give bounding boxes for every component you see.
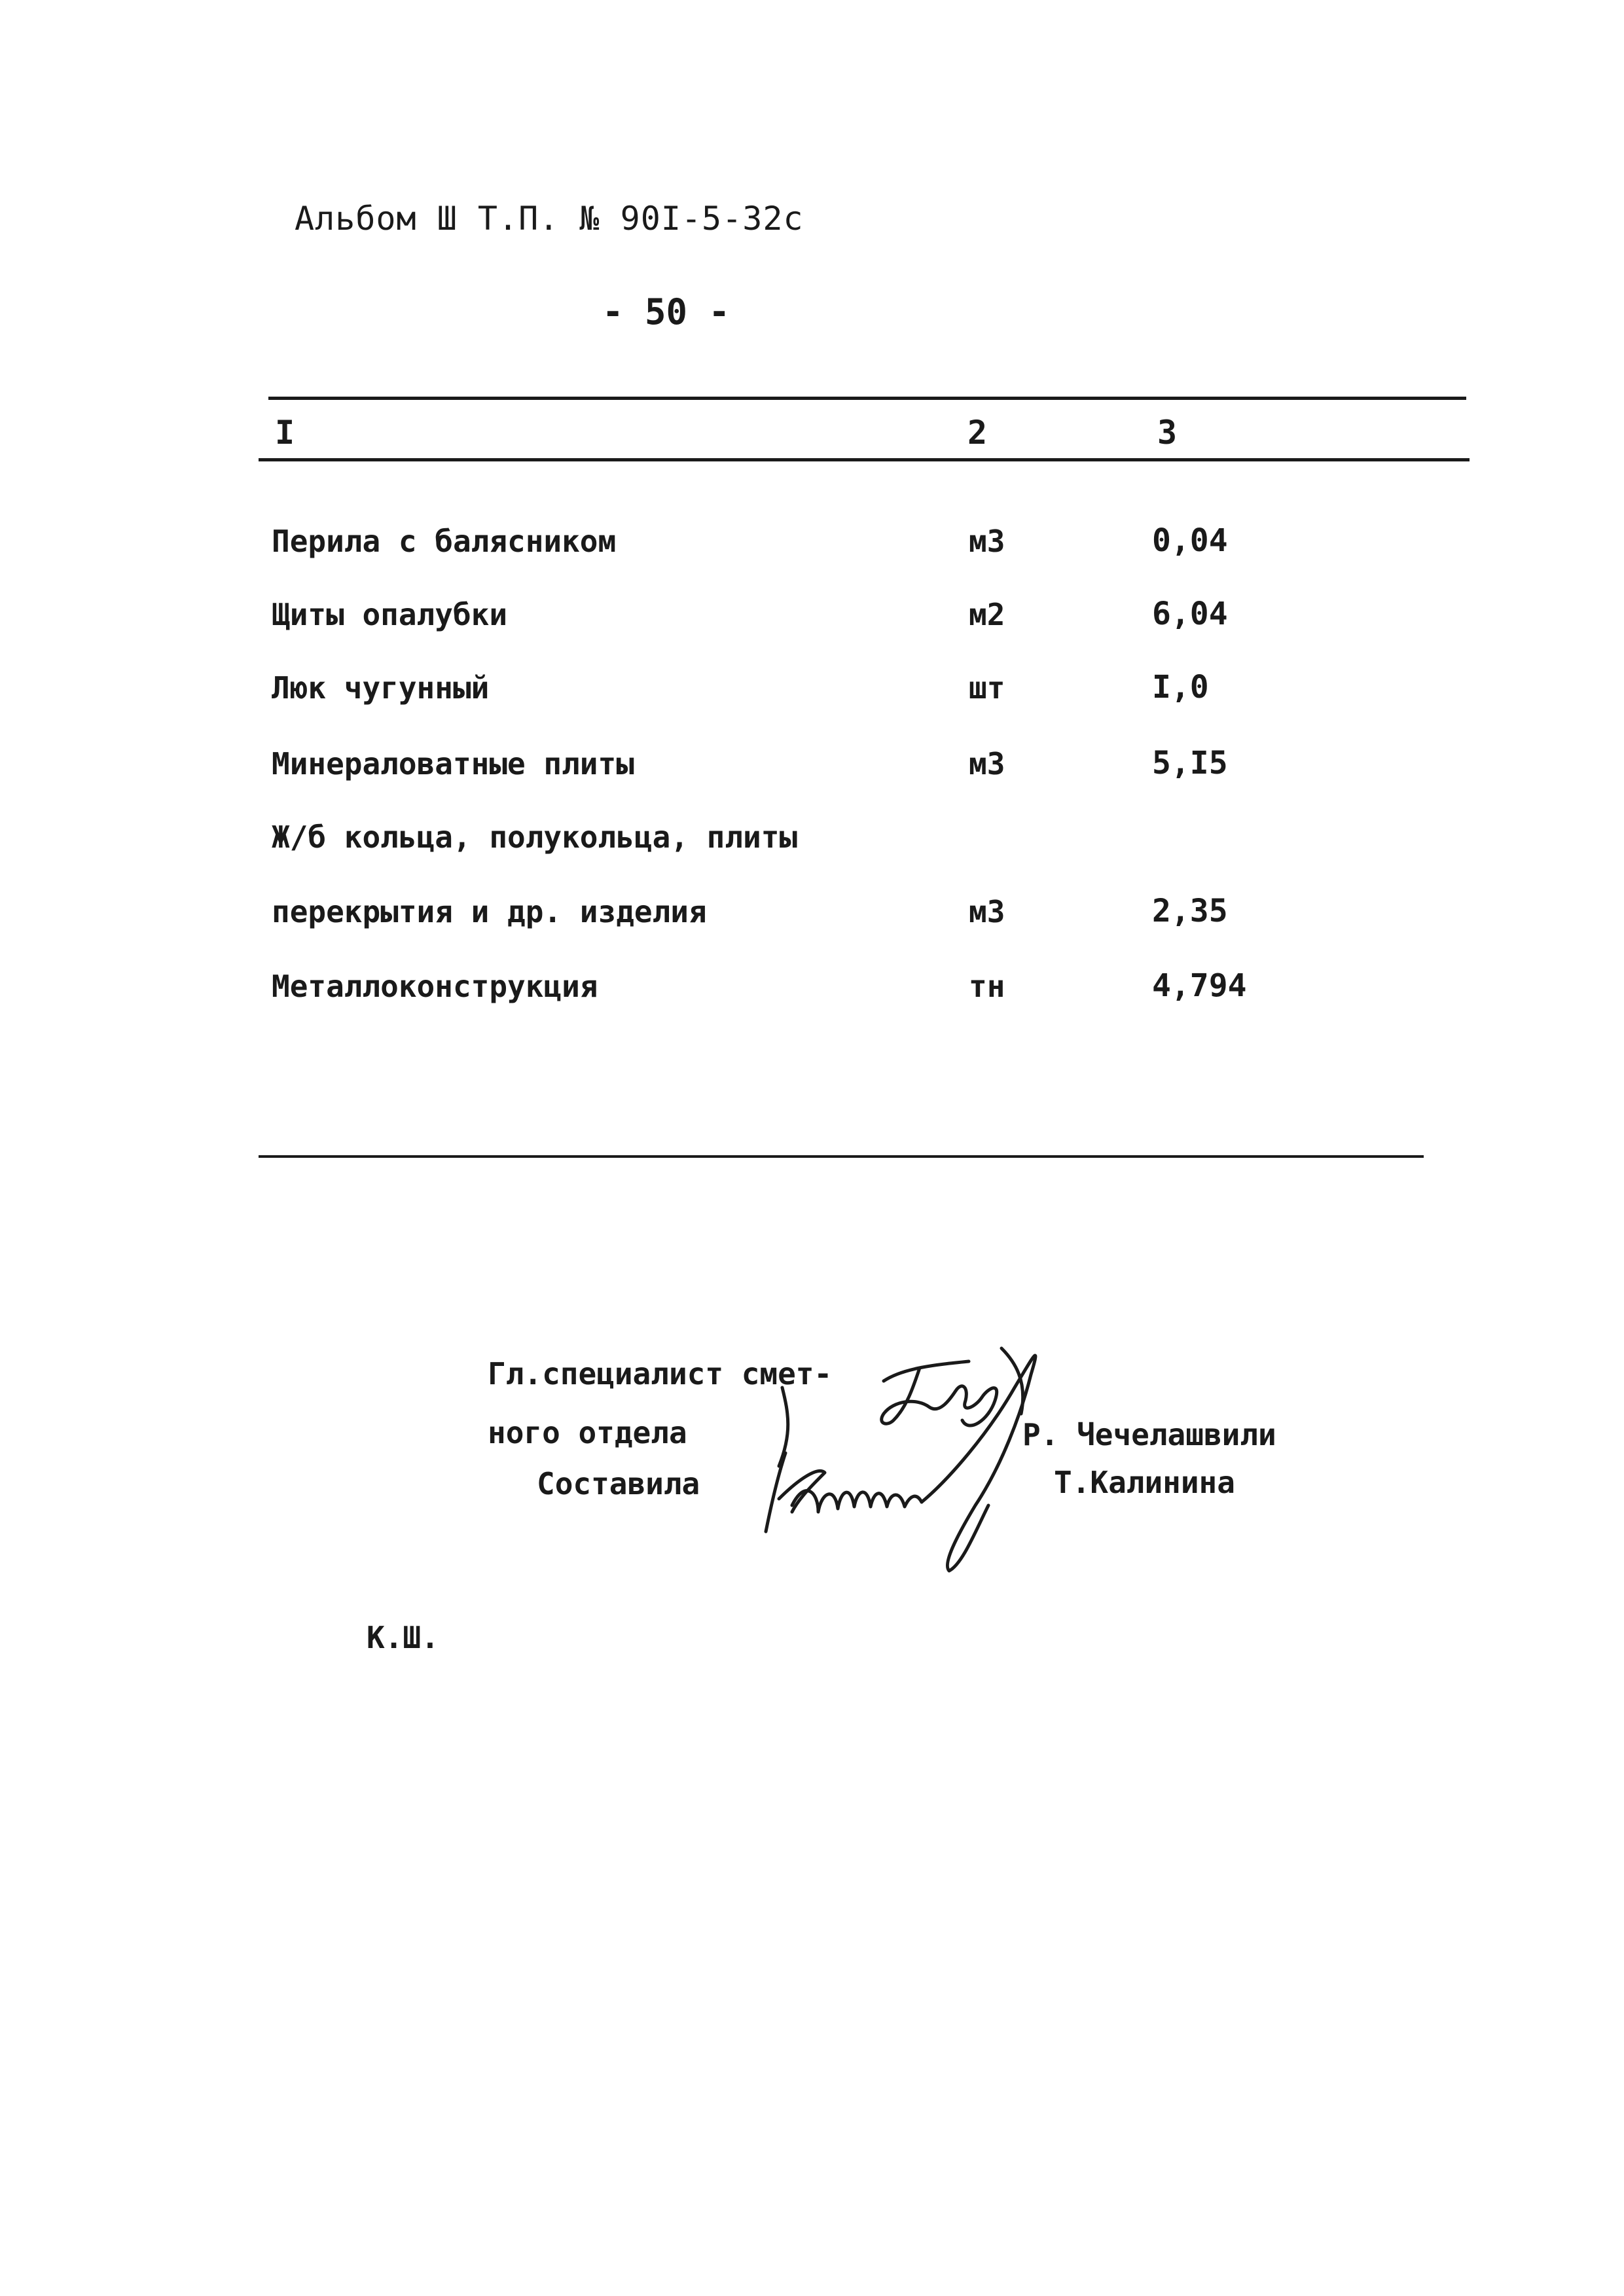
table-row-qty: I,0 bbox=[1152, 669, 1209, 706]
table-row-qty: 0,04 bbox=[1152, 522, 1228, 559]
table-row-unit: м3 bbox=[969, 524, 1005, 559]
table-row-name: Щиты опалубки bbox=[272, 597, 508, 632]
table-bottom-rule bbox=[259, 1155, 1424, 1158]
table-row-unit: тн bbox=[969, 969, 1005, 1004]
table-top-rule bbox=[268, 397, 1466, 400]
handwritten-signatures bbox=[753, 1335, 1047, 1577]
table-row-name: Ж/б кольца, полукольца, плиты bbox=[272, 819, 798, 855]
table-row-qty: 4,794 bbox=[1152, 967, 1247, 1004]
table-row-name: Перила с балясником bbox=[272, 524, 617, 559]
signer-name-2: Т.Калинина bbox=[1054, 1465, 1235, 1500]
table-row-name: Минераловатные плиты bbox=[272, 746, 634, 781]
table-row-unit: шт bbox=[969, 670, 1005, 706]
typist-initials: К.Ш. bbox=[367, 1620, 439, 1655]
table-row-unit: м2 bbox=[969, 597, 1005, 632]
signer-title-line1: Гл.специалист смет- bbox=[488, 1356, 833, 1391]
column-header-1: I bbox=[275, 414, 295, 452]
column-header-3: 3 bbox=[1157, 414, 1178, 452]
table-row-unit: м3 bbox=[969, 746, 1005, 781]
table-row-qty: 6,04 bbox=[1152, 596, 1228, 632]
signer-title-line2: ного отдела bbox=[488, 1415, 687, 1450]
table-header-rule bbox=[259, 458, 1470, 461]
table-row-qty: 5,I5 bbox=[1152, 745, 1228, 781]
table-row-qty: 2,35 bbox=[1152, 893, 1228, 929]
table-row-unit: м3 bbox=[969, 894, 1005, 929]
column-header-2: 2 bbox=[967, 414, 988, 452]
table-row-name: Металлоконструкция bbox=[272, 969, 598, 1004]
compiler-title: Составила bbox=[537, 1466, 700, 1501]
album-reference: Альбом Ш Т.П. № 90I-5-32с bbox=[295, 200, 804, 238]
table-row-name: Люк чугунный bbox=[272, 670, 490, 706]
page-number: - 50 - bbox=[602, 291, 731, 332]
signer-name-1: Р. Чечелашвили bbox=[1022, 1417, 1276, 1452]
table-row-name: перекрытия и др. изделия bbox=[272, 894, 707, 929]
